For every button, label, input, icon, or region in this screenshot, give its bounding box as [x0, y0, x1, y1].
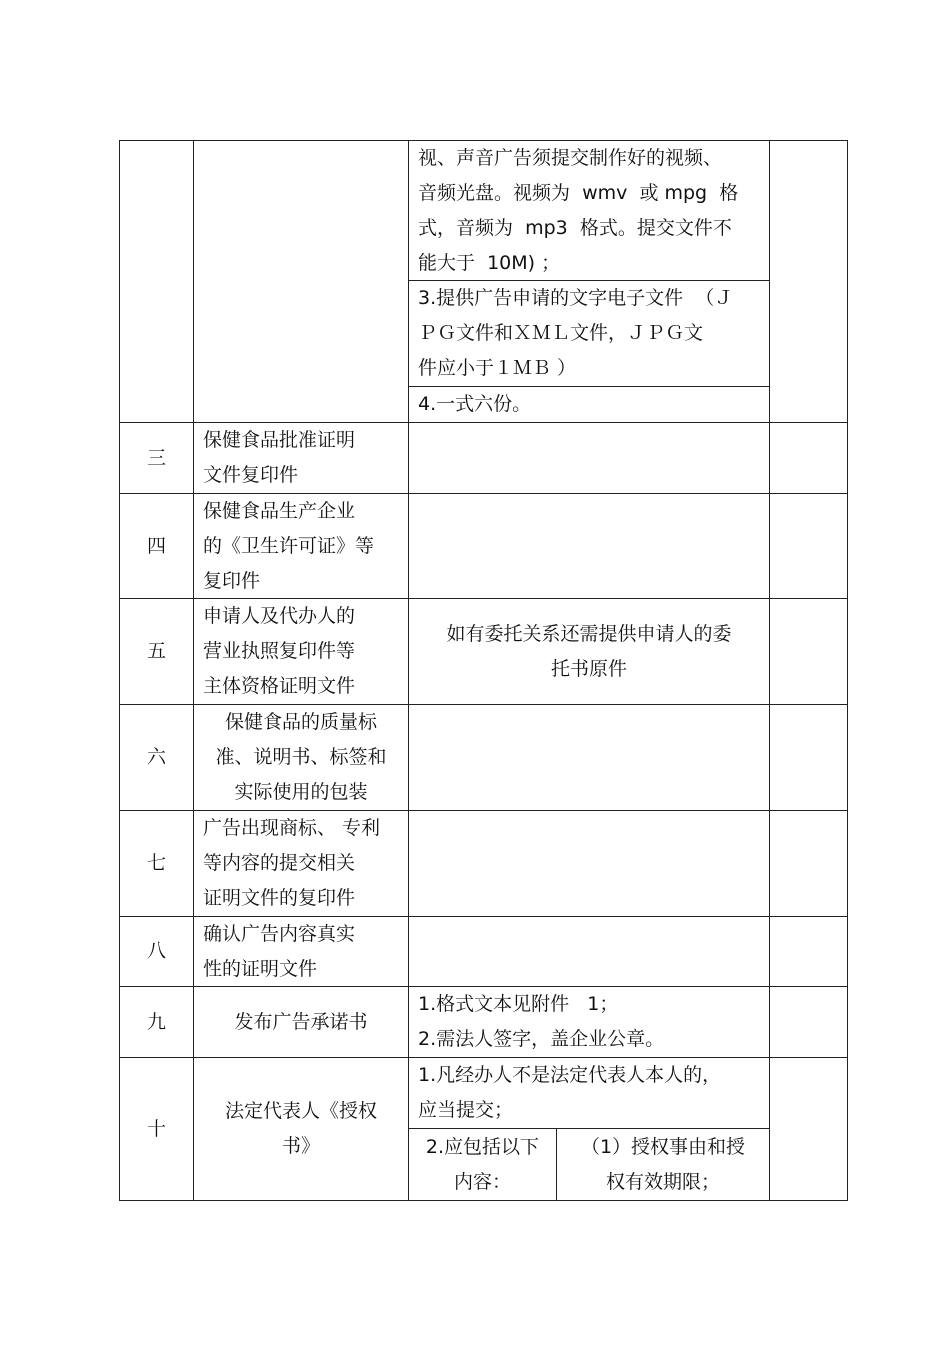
row-10-requirement-part2-label: 2.应包括以下 内容： [425, 1135, 540, 1193]
row-7-item: 广告出现商标、 专利 等内容的提交相关 证明文件的复印件 [203, 817, 381, 909]
row-4-number: 四 [146, 534, 166, 557]
row-9-requirement: 1.格式文本见附件 1； 2.需法人签字，盖企业公章。 [418, 993, 665, 1050]
row-9-item: 发布广告承诺书 [234, 1010, 368, 1033]
row-5-requirement: 如有委托关系还需提供申请人的委 托书原件 [446, 622, 732, 680]
row-10-requirement-part1: 1.凡经办人不是法定代表人本人的， 应当提交； [418, 1064, 722, 1121]
row-6-number: 六 [146, 746, 166, 768]
row-5-number: 五 [146, 640, 166, 662]
border-right [847, 140, 848, 1201]
req-cell-continued-part4: 4.一式六份。 [418, 393, 532, 415]
border-bottom [119, 1200, 848, 1201]
row-6-item: 保健食品的质量标 准、说明书、标签和 实际使用的包装 [215, 711, 387, 803]
row-9-number: 九 [146, 1010, 166, 1033]
row-8-number: 八 [146, 940, 166, 962]
row-10-requirement-part2-value: （1）授权事由和授 权有效期限； [580, 1135, 746, 1193]
req-cell-continued-part3: 3.提供广告申请的文字电子文件 （Ｊ ＰＧ文件和ＸＭＬ文件，ＪＰＧ文 件应小于１ＭＢ ） [418, 287, 734, 379]
req-cell-continued-part1: 视、声音广告须提交制作好的视频、 音频光盘。视频为 wmv 或 mpg 格 式，音频为 mp3 格式。提交文件不 能大于 10M) ； [418, 146, 739, 274]
row-5-item: 申请人及代办人的 营业执照复印件等 主体资格证明文件 [203, 605, 356, 697]
row-3-number: 三 [146, 446, 166, 469]
row-7-number: 七 [146, 852, 166, 874]
row-10-item: 法定代表人《授权 书》 [224, 1100, 377, 1157]
row-3-item: 保健食品批准证明 文件复印件 [203, 429, 356, 486]
row-10-number: 十 [146, 1117, 166, 1140]
row-4-item: 保健食品生产企业 的《卫生许可证》等 复印件 [203, 499, 375, 592]
requirements-table [119, 140, 848, 1201]
row-8-item: 确认广告内容真实 性的证明文件 [203, 922, 356, 980]
border-col-3 [769, 140, 770, 1201]
